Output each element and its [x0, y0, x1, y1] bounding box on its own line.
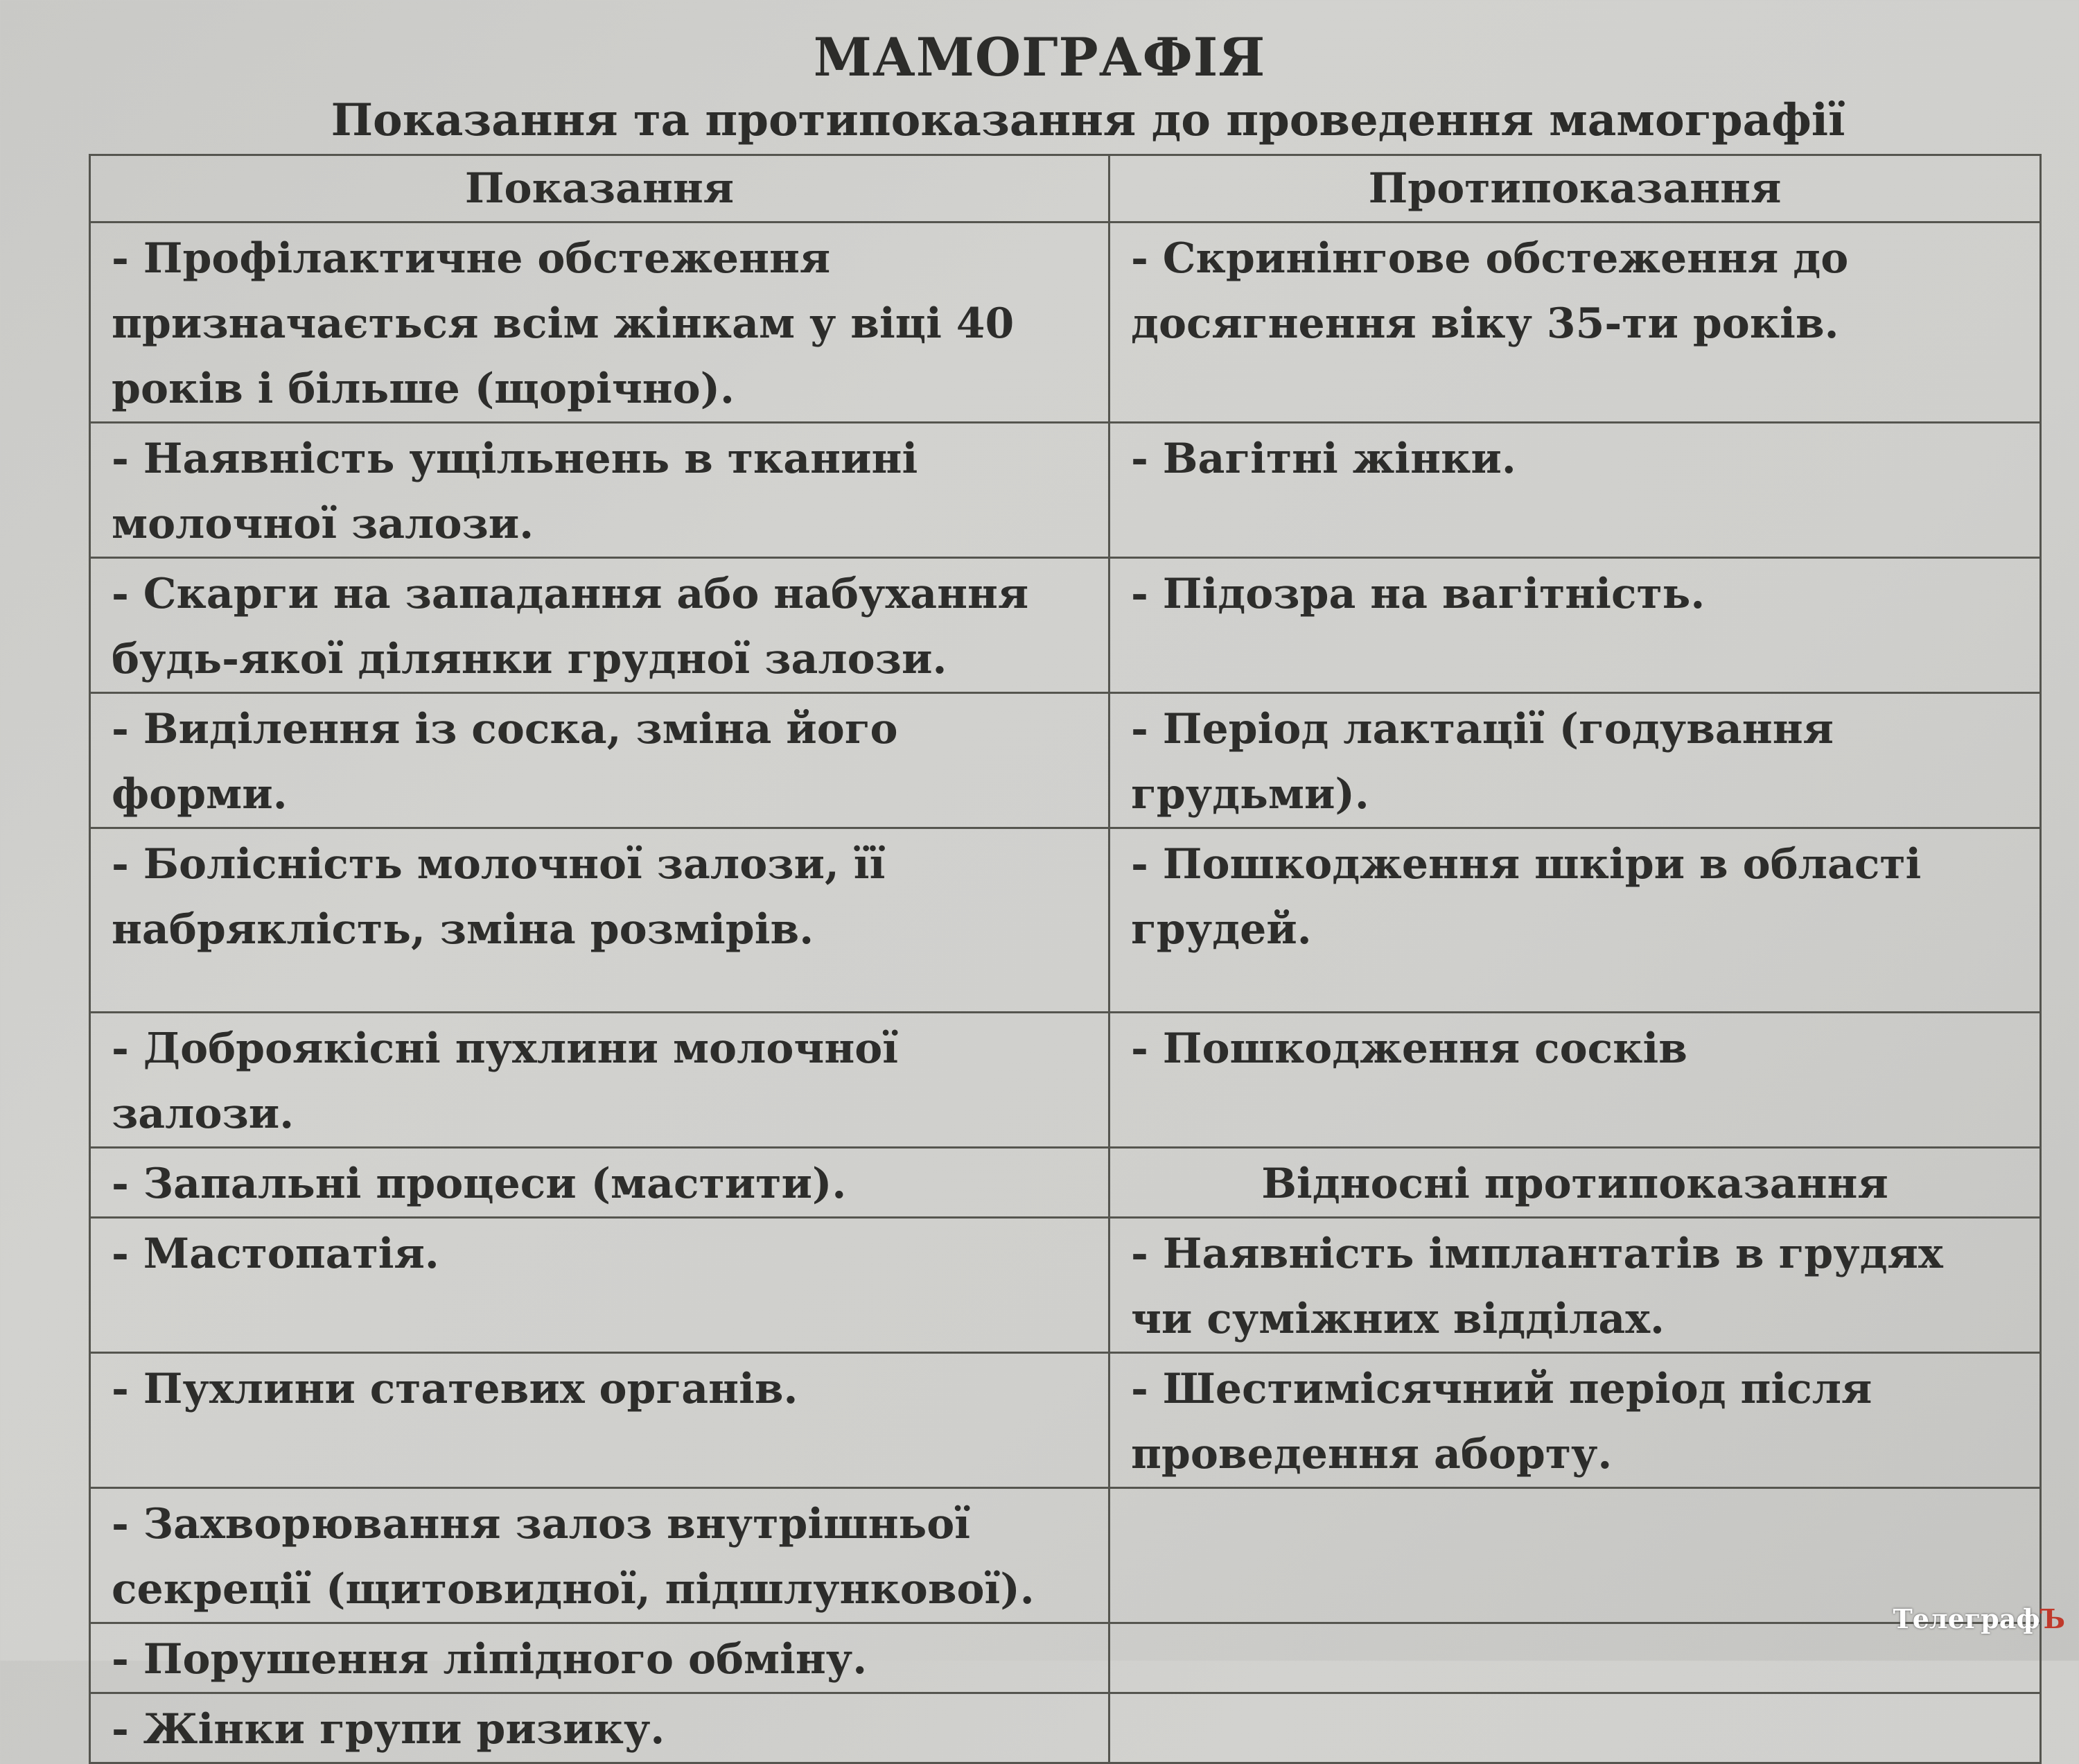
contraindication-cell: - Скринінгове обстеження до досягнення віку 35-ти років.: [1109, 222, 2041, 423]
relative-contraindications-heading: Відносні протипоказання: [1109, 1148, 2041, 1218]
contraindication-cell: - Вагітні жінки.: [1109, 423, 2041, 558]
contraindication-cell: - Підозра на вагітність.: [1109, 558, 2041, 693]
table-row: [90, 558, 2041, 693]
indication-cell: - Порушення ліпідного обміну.: [90, 1623, 1109, 1693]
indication-cell: - Мастопатія.: [90, 1218, 1109, 1353]
table-row: [90, 693, 2041, 828]
table-row: [90, 1353, 2041, 1488]
contraindication-cell: - Наявність імплантатів в грудях чи суміжних відділах.: [1109, 1218, 2041, 1353]
table-row: [90, 1148, 2041, 1218]
indications-table: [89, 154, 2042, 1764]
table-row: [90, 423, 2041, 558]
document-subtitle: Показання та протипоказання до проведення мамографії: [331, 94, 1845, 146]
contraindication-cell: - Шестимісячний період після проведення аборту.: [1109, 1353, 2041, 1488]
table-header-row: [90, 155, 2041, 222]
indication-cell: - Захворювання залоз внутрішньої секреції (щитовидної, підшлункової).: [90, 1488, 1109, 1623]
indication-cell: - Жінки групи ризику.: [90, 1693, 1109, 1763]
contraindication-cell: - Пошкодження шкіри в області грудей.: [1109, 828, 2041, 1013]
indication-cell: - Запальні процеси (мастити).: [90, 1148, 1109, 1218]
indication-cell: - Виділення із соска, зміна його форми.: [90, 693, 1109, 828]
contraindication-cell: [1109, 1693, 2041, 1763]
table-row: [90, 1623, 2041, 1693]
watermark-accent: Ъ: [2039, 1603, 2065, 1634]
table-row: [90, 1218, 2041, 1353]
contraindication-cell: - Пошкодження сосків: [1109, 1013, 2041, 1148]
table-row: [90, 828, 2041, 1013]
indication-cell: - Профілактичне обстеження призначається всім жінкам у віці 40 років і більше (щорічно).: [90, 222, 1109, 423]
header-contraindications: Протипоказання: [1109, 155, 2041, 222]
indication-cell: - Болісність молочної залози, її набряклість, зміна розмірів.: [90, 828, 1109, 1013]
indication-cell: - Пухлини статевих органів.: [90, 1353, 1109, 1488]
table-row: [90, 1488, 2041, 1623]
watermark-logo: [1893, 1603, 2065, 1634]
indication-cell: - Доброякісні пухлини молочної залози.: [90, 1013, 1109, 1148]
contraindication-cell: - Період лактації (годування грудьми).: [1109, 693, 2041, 828]
watermark-text: Телеграф: [1893, 1603, 2040, 1634]
indication-cell: - Наявність ущільнень в тканині молочної залози.: [90, 423, 1109, 558]
document-title: МАМОГРАФІЯ: [813, 26, 1266, 88]
table-row: [90, 222, 2041, 423]
table-row: [90, 1693, 2041, 1763]
indication-cell: - Скарги на западання або набухання будь-якої ділянки грудної залози.: [90, 558, 1109, 693]
header-indications: Показання: [90, 155, 1109, 222]
table-row: [90, 1013, 2041, 1148]
